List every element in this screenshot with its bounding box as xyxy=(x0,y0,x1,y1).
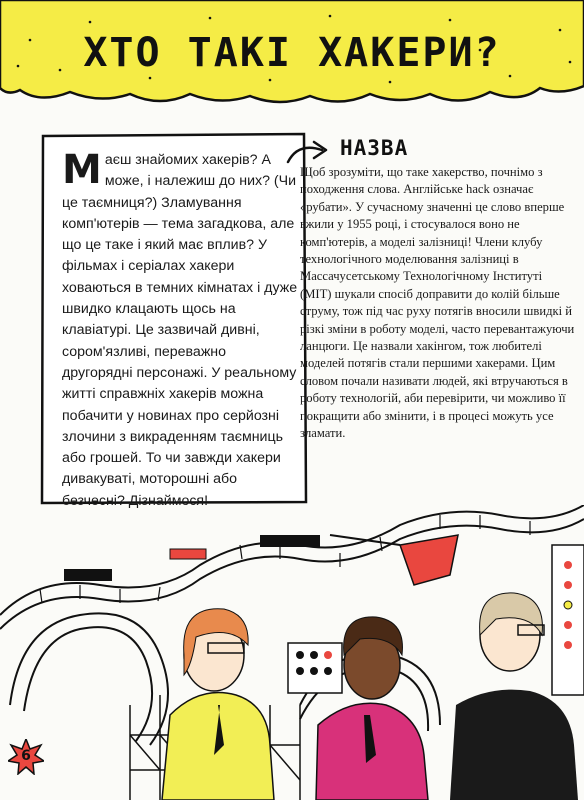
person-left xyxy=(162,609,274,800)
model-trains xyxy=(64,535,320,581)
intro-box xyxy=(40,132,308,509)
page-number: 6 xyxy=(21,748,31,764)
section-heading: НАЗВА xyxy=(340,136,409,160)
title-banner xyxy=(0,0,584,122)
control-panel xyxy=(288,643,342,693)
intro-text xyxy=(62,147,298,512)
section-body: Щоб зрозуміти, що таке хакерство, почнімо з походження слова. Англійське hack означає «рубати». У сучасному значенні це слово вперше вжили у 1955 році, і стосувалося воно не комп'ютерів, а моделі залізниці! Члени клубу технологічного моделювання залізниці в Массачусетському Технологічному Інституті (MIT) шукали спосіб доправити до колій більше струму, тож під час руху потягів вносили швидкі й різкі зміни в роботу моделі, часто перевантажуючи ланцюги. Це назвали хакінгом, тож любителі моделей потягів стали першими хакерами. Цим словом почали називати людей, які втручаються в роботу технологій, аби перевірити, чи можливо її покращити або змінити, і в процесі можуть усе зламати. xyxy=(300,165,575,441)
intro-paragraph: аєш знайомих хакерів? А може, і належиш до них? (Чи це таємниця?) Зламування комп'ютерів — тема загадкова, але що це таке і який має вплив? У фільмах і серіалах хакери ховаються в темних кімнатах і дуже швидко клацають щось на клавіатурі. Це зазвичай дивні, сором'язливі, переважно другорядні персонажі. У реальному житті справжніх хакерів можна побачити у новинах про серйозні злочини з викраденням таємниць або грошей. То чи завжди хакери дивакуваті, моторошні або безчесні? Дізнаймося! xyxy=(62,152,298,509)
signal-panel xyxy=(552,545,584,695)
page-title: ХТО ТАКІ ХАКЕРИ? xyxy=(83,30,501,76)
page-number-badge xyxy=(8,739,44,775)
railway-illustration xyxy=(0,505,584,800)
dropcap: М xyxy=(62,147,102,193)
